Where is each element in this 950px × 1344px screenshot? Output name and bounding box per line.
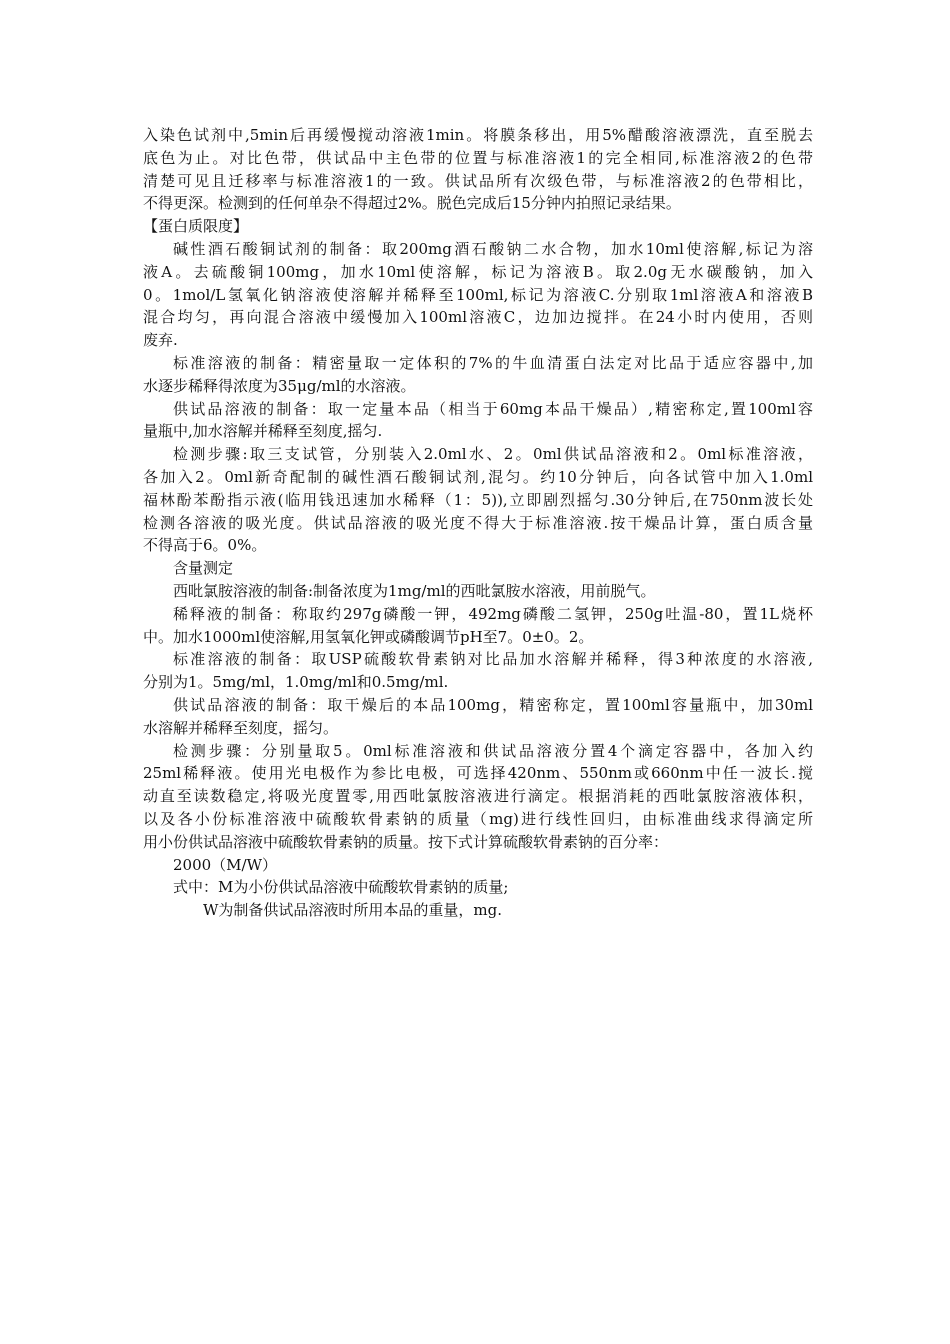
text-line: 分别为1。5mg/ml，1.0mg/ml和0.5mg/ml. bbox=[143, 673, 449, 692]
formula: 2000（M/W） bbox=[173, 855, 278, 874]
text-line: 检测各溶液的吸光度。供试品溶液的吸光度不得大于标准溶液.按干燥品计算，蛋白质含量 bbox=[143, 513, 813, 532]
text-line: 用小份供试品溶液中硫酸软骨素钠的质量。按下式计算硫酸软骨素钠的百分率： bbox=[143, 832, 669, 851]
text-line: 检测步骤：分别量取5。0ml标准溶液和供试品溶液分置4个滴定容器中，各加入约 bbox=[173, 741, 813, 760]
text-line: 动直至读数稳定,将吸光度置零,用西吡氯胺溶液进行滴定。根据消耗的西吡氯胺溶液体积， bbox=[143, 787, 813, 806]
text-line: 标准溶液的制备：取USP硫酸软骨素钠对比品加水溶解并稀释，得3种浓度的水溶液, bbox=[173, 650, 813, 669]
text-line: 底色为止。对比色带，供试品中主色带的位置与标准溶液1的完全相同,标准溶液2的色带 bbox=[143, 148, 813, 167]
text-line: 以及各小份标准溶液中硫酸软骨素钠的质量（mg)进行线性回归，由标准曲线求得滴定所 bbox=[143, 809, 813, 828]
text-line: 不得高于6。0%。 bbox=[143, 536, 267, 555]
text-line: 混合均匀，再向混合溶液中缓慢加入100ml溶液C，边加边搅拌。在24小时内使用，否则 bbox=[143, 308, 813, 327]
text-line: 检测步骤:取三支试管，分别装入2.0ml水、2。0ml供试品溶液和2。0ml标准溶液， bbox=[173, 445, 813, 464]
text-line: 入染色试剂中,5min后再缓慢搅动溶液1min。将膜条移出，用5%醋酸溶液漂洗，直至脱去 bbox=[143, 126, 813, 144]
text-line: 量瓶中,加水溶解并稀释至刻度,摇匀. bbox=[143, 422, 383, 441]
text-line: 福林酚苯酚指示液(临用钱迅速加水稀释（1：5)),立即剧烈摇匀.30分钟后,在750nm波长处 bbox=[143, 490, 813, 509]
text-line: 稀释液的制备：称取约297g磷酸一钾，492mg磷酸二氢钾，250g吐温-80，置1L烧杯 bbox=[173, 604, 813, 623]
document-body bbox=[143, 124, 813, 922]
section-heading-assay: 含量测定 bbox=[173, 559, 234, 578]
text-line: 0。1mol/L氢氧化钠溶液使溶解并稀释至100ml,标记为溶液C.分别取1ml溶液A和溶液B bbox=[143, 285, 813, 304]
text-line: 标准溶液的制备：精密量取一定体积的7%的牛血清蛋白法定对比品于适应容器中,加 bbox=[173, 353, 813, 372]
text-line: 不得更深。检测到的任何单杂不得超过2%。脱色完成后15分钟内拍照记录结果。 bbox=[143, 194, 681, 213]
text-line: 水溶解并稀释至刻度，摇匀。 bbox=[143, 718, 339, 737]
text-line: 西吡氯胺溶液的制备:制备浓度为1mg/ml的西吡氯胺水溶液，用前脱气。 bbox=[173, 581, 656, 600]
text-line: 中。加水1000ml使溶解,用氢氧化钾或磷酸调节pH至7。0±0。2。 bbox=[143, 627, 594, 646]
text-line: 25ml稀释液。使用光电极作为参比电极，可选择420nm、550nm或660nm中任一波长.搅 bbox=[143, 764, 813, 783]
text-line: 废弃. bbox=[143, 331, 178, 350]
text-line: 供试品溶液的制备：取一定量本品（相当于60mg本品干燥品）,精密称定,置100ml容 bbox=[173, 399, 813, 418]
text-line: 各加入2。0ml新奇配制的碱性酒石酸铜试剂,混匀。约10分钟后，向各试管中加入1.0ml bbox=[143, 467, 813, 486]
section-heading-protein-limit: 【蛋白质限度】 bbox=[143, 217, 249, 236]
text-line: W为制备供试品溶液时所用本品的重量，mg. bbox=[203, 901, 503, 920]
text-line: 式中：M为小份供试品溶液中硫酸软骨素钠的质量; bbox=[173, 878, 509, 897]
text-line: 液A。去硫酸铜100mg，加水10ml使溶解，标记为溶液B。取2.0g无水碳酸钠，加入 bbox=[143, 262, 813, 281]
text-line: 供试品溶液的制备：取干燥后的本品100mg，精密称定，置100ml容量瓶中，加30ml bbox=[173, 695, 813, 714]
text-line: 清楚可见且迁移率与标准溶液1的一致。供试品所有次级色带，与标准溶液2的色带相比， bbox=[143, 171, 813, 190]
text-line: 碱性酒石酸铜试剂的制备：取200mg酒石酸钠二水合物，加水10ml使溶解,标记为溶 bbox=[173, 239, 813, 258]
text-line: 水逐步稀释得浓度为35μg/ml的水溶液。 bbox=[143, 376, 416, 395]
